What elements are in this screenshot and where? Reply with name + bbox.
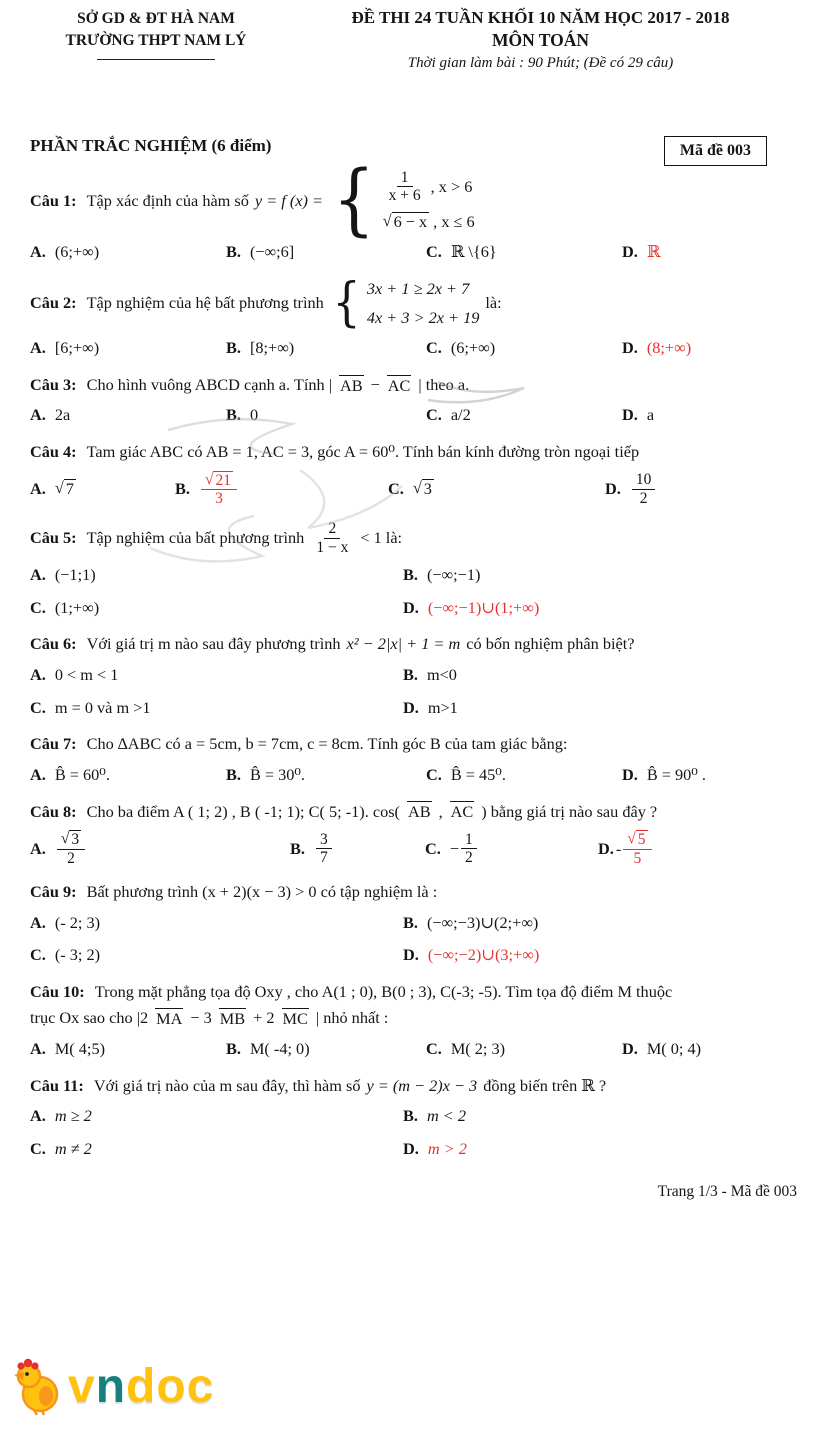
- option-d: [622, 336, 801, 360]
- option-value: m = 0 và m >1: [54, 697, 151, 717]
- fraction-numerator: 2: [324, 520, 340, 538]
- fraction-denominator: 2: [639, 489, 648, 507]
- option-letter: D.: [605, 479, 621, 499]
- option-letter: D.: [622, 338, 638, 358]
- option-value: a/2: [450, 405, 471, 425]
- option-b: [175, 471, 388, 508]
- sqrt: [205, 471, 233, 489]
- question-5-options: [30, 563, 801, 619]
- option-value: (−∞;−3)∪(2;+∞): [426, 912, 539, 932]
- option-a: [30, 403, 226, 427]
- vector-mb: MB: [219, 1009, 246, 1029]
- option-letter: B.: [403, 665, 418, 685]
- fraction-numerator: [623, 830, 651, 849]
- option-d: [622, 403, 801, 427]
- option-b: [226, 403, 426, 427]
- option-b: [403, 563, 801, 587]
- option-letter: B.: [226, 1039, 241, 1058]
- option-letter: C.: [426, 764, 442, 784]
- option-value: (- 3; 2): [54, 945, 101, 965]
- option-d: [403, 1137, 801, 1161]
- question-11: [30, 1074, 801, 1161]
- radical-sign: √: [412, 478, 422, 498]
- option-value: m ≥ 2: [54, 1106, 92, 1126]
- question-9-options: [30, 911, 801, 967]
- option-value: (−1;1): [54, 565, 96, 585]
- option-letter: C.: [30, 697, 46, 717]
- exam-title-block: [282, 8, 805, 72]
- option-c: [30, 696, 403, 720]
- fraction-denominator: 3: [215, 490, 223, 508]
- option-letter: A.: [30, 665, 46, 685]
- option-letter: A.: [30, 912, 46, 932]
- option-a: [30, 911, 403, 935]
- question-text-post: ) bằng giá trị nào sau đây ?: [481, 801, 658, 821]
- option-letter: B.: [403, 1106, 418, 1126]
- option-letter: A.: [30, 764, 46, 784]
- exam-duration: Thời gian làm bài : 90 Phút; (Đề có 29 câu): [407, 55, 674, 71]
- option-letter: D.: [403, 1138, 419, 1158]
- exam-header: [0, 0, 831, 72]
- sqrt: [627, 830, 647, 848]
- piecewise-cases: [329, 155, 475, 246]
- option-value-sqrt: [413, 479, 434, 498]
- option-d: [403, 943, 801, 967]
- question-label: Câu 9:: [30, 881, 77, 901]
- option-letter: C.: [426, 1039, 442, 1058]
- option-c: [426, 240, 622, 264]
- option-b: [290, 831, 425, 867]
- fraction-numerator: 3: [316, 831, 332, 849]
- option-value: ℝ \{6}: [450, 242, 497, 262]
- question-7-line: [30, 732, 801, 756]
- fraction-denominator: 2: [67, 849, 75, 867]
- option-value: (−∞;−1): [426, 565, 481, 585]
- question-label: Câu 3:: [30, 374, 77, 394]
- inline-fraction: [312, 520, 352, 556]
- option-letter: A.: [30, 1039, 46, 1058]
- school-name: TRƯỜNG THPT NAM LÝ: [65, 31, 247, 49]
- option-a: [30, 563, 403, 587]
- option-letter: D.: [598, 838, 614, 858]
- option-letter: D.: [622, 242, 638, 262]
- question-suffix: là:: [485, 293, 502, 313]
- option-c: [426, 1037, 622, 1061]
- option-letter: B.: [403, 912, 418, 932]
- option-letter: A.: [30, 338, 46, 358]
- question-text-post: có bốn nghiệm phân biệt?: [466, 634, 635, 654]
- option-a: [30, 240, 226, 264]
- radical-sign: √: [54, 478, 64, 498]
- sqrt: [383, 212, 430, 231]
- radicand: 3: [71, 831, 80, 849]
- option-b: [226, 240, 426, 264]
- logo-letter: c: [186, 1360, 215, 1413]
- radical-sign: √: [204, 470, 214, 488]
- question-text: Tập nghiệm của hệ bất phương trình: [86, 293, 324, 313]
- question-11-options: [30, 1104, 801, 1160]
- question-11-line: [30, 1074, 801, 1098]
- option-value: (- 2; 3): [54, 912, 101, 932]
- option-a: [30, 1037, 226, 1061]
- logo-letter: v: [68, 1360, 96, 1413]
- option-letter: C.: [426, 405, 442, 425]
- option-value-sqrt: [55, 479, 76, 498]
- exam-title: ĐỀ THI 24 TUẦN KHỐI 10 NĂM HỌC 2017 - 2018: [351, 8, 730, 27]
- logo-letter: o: [156, 1360, 187, 1413]
- option-value-marked: (−∞;−2)∪(3;+∞): [427, 945, 540, 965]
- vector-ab: AB: [339, 375, 363, 395]
- question-10: [30, 980, 801, 1061]
- radicand: 7: [65, 479, 74, 499]
- option-letter: B.: [290, 838, 305, 858]
- option-letter: A.: [30, 242, 46, 262]
- option-letter: A.: [30, 479, 46, 499]
- case-condition: , x > 6: [430, 177, 473, 197]
- option-value: B̂ = 45⁰.: [450, 764, 506, 784]
- question-label: Câu 6:: [30, 634, 77, 654]
- option-value: 0: [249, 405, 259, 425]
- question-text: Với giá trị m nào sau đây phương trình: [86, 634, 341, 654]
- option-value: (6;+∞): [450, 338, 496, 358]
- option-d: [622, 240, 801, 264]
- option-letter: A.: [30, 565, 46, 585]
- question-label: Câu 4:: [30, 442, 77, 462]
- option-a: [30, 336, 226, 360]
- question-label: Câu 10:: [30, 981, 85, 1001]
- option-value-marked: (8;+∞): [646, 338, 692, 358]
- fraction-numerator: 1: [397, 169, 413, 187]
- option-a: [30, 477, 175, 501]
- option-a: [30, 1104, 403, 1128]
- option-b: [403, 1104, 801, 1128]
- option-letter: B.: [226, 405, 241, 425]
- vector-ma: MA: [156, 1009, 183, 1029]
- radicand: 3: [423, 479, 432, 499]
- case-row-2: [383, 210, 475, 234]
- option-c: [426, 336, 622, 360]
- option-letter: B.: [226, 338, 241, 358]
- cases-column: [383, 169, 475, 233]
- function-lhs: y = f (x) =: [254, 191, 323, 211]
- fraction-numerator: 10: [632, 471, 656, 489]
- option-value: M( 4;5): [54, 1039, 106, 1058]
- minus-sign: −: [370, 374, 380, 394]
- question-text: Trong mặt phẳng tọa độ Oxy , cho A(1 ; 0), B(0 ; 3), C(-3; -5). Tìm tọa độ điểm M thuộc: [94, 981, 673, 1001]
- question-5: [30, 520, 801, 619]
- question-9: [30, 880, 801, 967]
- option-d: [403, 696, 801, 720]
- fraction-denominator: x + 6: [388, 187, 421, 205]
- question-7-options: [30, 763, 801, 787]
- vector-mc: MC: [282, 1009, 308, 1029]
- case-row-1: [383, 169, 475, 205]
- option-value: [8;+∞): [249, 338, 295, 358]
- question-1: [30, 155, 801, 264]
- question-2: [30, 272, 801, 360]
- question-6-line: [30, 632, 801, 656]
- option-value-marked: m > 2: [427, 1138, 467, 1158]
- option-letter: B.: [226, 764, 241, 784]
- option-b: [403, 911, 801, 935]
- questions: [0, 155, 831, 1161]
- question-text: Tập xác định của hàm số: [86, 191, 249, 211]
- option-c: [426, 763, 622, 787]
- question-2-line: [30, 272, 801, 333]
- question-6-options: [30, 663, 801, 719]
- radical-sign: √: [60, 830, 70, 848]
- vector-ac: AC: [450, 802, 474, 822]
- option-letter: C.: [30, 597, 46, 617]
- option-letter: A.: [30, 405, 46, 425]
- option-value: M( -4; 0): [249, 1039, 310, 1058]
- option-value: B̂ = 90⁰ .: [646, 764, 706, 784]
- option-letter: D.: [403, 945, 419, 965]
- option-b: [403, 663, 801, 687]
- option-value: (6;+∞): [54, 242, 100, 262]
- radical-sign: √: [627, 830, 636, 848]
- question-text: Với giá trị nào của m sau đây, thì hàm số: [93, 1075, 361, 1095]
- fraction-denominator: 7: [319, 849, 328, 867]
- radicand: 6 − x: [393, 211, 428, 231]
- logo-letter: d: [126, 1360, 157, 1413]
- option-letter: D.: [403, 597, 419, 617]
- option-b: [226, 1037, 426, 1061]
- question-label: Câu 1:: [30, 191, 77, 211]
- question-text: Tam giác ABC có AB = 1, AC = 3, góc A = 60⁰. Tính bán kính đường tròn ngoại tiếp: [86, 442, 640, 462]
- question-text: Tập nghiệm của bất phương trình: [86, 528, 305, 548]
- question-9-line: [30, 880, 801, 904]
- option-value: M( 0; 4): [646, 1039, 702, 1058]
- question-text: Bất phương trình (x + 2)(x − 3) > 0 có tập nghiệm là :: [86, 881, 438, 901]
- radical-sign: √: [382, 210, 392, 230]
- question-text: trục Ox sao cho |2: [30, 1008, 149, 1028]
- header-divider: [97, 59, 215, 60]
- option-value: M( 2; 3): [450, 1039, 506, 1058]
- option-value-fraction-marked: [201, 471, 237, 508]
- fraction-numerator: [57, 830, 85, 849]
- option-b: [226, 336, 426, 360]
- question-1-line: [30, 155, 801, 246]
- question-10-line2: [30, 1006, 801, 1030]
- page-footer: Trang 1/3 - Mã đề 003: [657, 1182, 797, 1200]
- fraction-numerator: 1: [461, 831, 477, 849]
- option-d: [598, 830, 801, 867]
- school-block: [30, 8, 282, 72]
- question-6: [30, 632, 801, 719]
- option-value: B̂ = 30⁰.: [249, 764, 305, 784]
- option-value-fraction: [57, 830, 85, 867]
- option-c: [388, 477, 605, 501]
- option-value: B̂ = 60⁰.: [54, 764, 110, 784]
- question-10-line1: [30, 980, 801, 1004]
- option-value: m<0: [426, 665, 457, 685]
- radicand: 21: [215, 471, 231, 489]
- option-letter: D.: [622, 764, 638, 784]
- option-value-fraction: [632, 471, 656, 507]
- option-letter: B.: [403, 565, 418, 585]
- option-value-marked: ℝ: [646, 242, 661, 262]
- question-label: Câu 8:: [30, 801, 77, 821]
- question-text: Cho ∆ABC có a = 5cm, b = 7cm, c = 8cm. Tính góc B của tam giác bằng:: [86, 734, 568, 754]
- question-1-options: [30, 240, 801, 264]
- option-c: [30, 596, 403, 620]
- option-c: [30, 1137, 403, 1161]
- question-text-post: | theo a.: [418, 374, 470, 394]
- option-letter: D.: [622, 1039, 638, 1058]
- exam-subject: MÔN TOÁN: [491, 30, 590, 50]
- option-a: [30, 763, 226, 787]
- question-8: [30, 800, 801, 867]
- option-d: [403, 596, 801, 620]
- option-value: m>1: [427, 697, 458, 717]
- cases-brace: {: [332, 155, 375, 246]
- operator: + 2: [253, 1008, 275, 1028]
- option-value: 0 < m < 1: [54, 665, 119, 685]
- option-value-fraction: [461, 831, 477, 867]
- option-value-marked: (−∞;−1)∪(1;+∞): [427, 597, 540, 617]
- question-text-post: đồng biến trên ℝ ?: [483, 1075, 607, 1095]
- question-label: Câu 11:: [30, 1075, 84, 1095]
- option-c: [425, 831, 598, 867]
- option-letter: C.: [30, 1138, 46, 1158]
- case-condition: , x ≤ 6: [433, 211, 475, 231]
- vndoc-wordmark: [68, 1360, 215, 1413]
- option-letter: A.: [30, 838, 46, 858]
- option-b: [226, 763, 426, 787]
- exam-code: Mã đề 003: [679, 142, 751, 159]
- option-letter: C.: [426, 242, 442, 262]
- logo-letter: n: [95, 1360, 127, 1413]
- department-name: SỞ GD & ĐT HÀ NAM: [77, 10, 235, 27]
- equation: x² − 2|x| + 1 = m: [346, 634, 461, 654]
- exam-code-box: [664, 136, 767, 166]
- option-c: [426, 403, 622, 427]
- option-d: [622, 1037, 801, 1061]
- question-10-options: [30, 1037, 801, 1061]
- system-cases: [330, 272, 480, 333]
- question-text: Cho hình vuông ABCD cạnh a. Tính |: [86, 374, 332, 394]
- minus-sign: −: [449, 838, 460, 858]
- question-7: [30, 732, 801, 786]
- question-suffix: < 1 là:: [360, 528, 403, 548]
- option-a: [30, 663, 403, 687]
- operator: − 3: [190, 1008, 212, 1028]
- option-letter: C.: [426, 338, 442, 358]
- question-label: Câu 2:: [30, 293, 77, 313]
- option-value: a: [646, 405, 655, 425]
- option-letter: B.: [175, 479, 190, 499]
- option-value: m ≠ 2: [54, 1138, 92, 1158]
- question-4-options: [30, 471, 801, 508]
- option-value: (1;+∞): [54, 597, 100, 617]
- vndoc-logo: [8, 1358, 214, 1416]
- option-d: [605, 471, 801, 507]
- option-letter: A.: [30, 1106, 46, 1126]
- option-letter: D.: [403, 697, 419, 717]
- vector-ab: AB: [407, 802, 431, 822]
- question-3-line: [30, 373, 801, 397]
- fraction-numerator: [201, 471, 237, 490]
- separator: ,: [438, 801, 443, 821]
- option-c: [30, 943, 403, 967]
- chicken-mascot-icon: [8, 1358, 66, 1416]
- option-value: m < 2: [426, 1106, 466, 1126]
- fraction-denominator: 2: [465, 849, 473, 867]
- fraction: [385, 169, 425, 205]
- option-value: (−∞;6]: [249, 242, 295, 262]
- cases-brace: {: [332, 272, 361, 333]
- sqrt: [61, 830, 81, 848]
- option-letter: C.: [388, 479, 404, 499]
- option-value-fraction: [316, 831, 332, 867]
- vector-ac: AC: [387, 375, 411, 395]
- cases-column: [367, 277, 480, 329]
- question-5-line: [30, 520, 801, 556]
- question-label: Câu 5:: [30, 528, 77, 548]
- fraction-denominator: 1 − x: [316, 538, 349, 556]
- radicand: 5: [637, 831, 646, 849]
- question-4: [30, 440, 801, 507]
- inequality-2: 4x + 3 > 2x + 19: [366, 307, 480, 327]
- question-2-options: [30, 336, 801, 360]
- option-d: [622, 763, 801, 787]
- fraction-denominator: 5: [633, 849, 642, 867]
- inequality-1: 3x + 1 ≥ 2x + 7: [366, 278, 470, 298]
- question-text: Cho ba điểm A ( 1; 2) , B ( -1; 1); C( 5; -1). cos(: [86, 801, 400, 821]
- equation: y = (m − 2)x − 3: [366, 1075, 478, 1095]
- option-letter: D.: [622, 405, 638, 425]
- question-label: Câu 7:: [30, 734, 77, 754]
- question-4-line: [30, 440, 801, 464]
- option-value: [6;+∞): [54, 338, 100, 358]
- question-8-line: [30, 800, 801, 824]
- option-letter: C.: [425, 838, 441, 858]
- question-3-options: [30, 403, 801, 427]
- question-3: [30, 373, 801, 427]
- option-a: [30, 830, 290, 867]
- question-text-post: | nhỏ nhất :: [315, 1008, 389, 1028]
- option-letter: B.: [226, 242, 241, 262]
- option-value-fraction-marked: [623, 830, 651, 867]
- question-8-options: [30, 830, 801, 867]
- option-value: 2a: [54, 405, 71, 425]
- minus-sign: -: [615, 838, 622, 858]
- section-title: PHẦN TRẮC NGHIỆM (6 điểm): [30, 136, 272, 155]
- option-letter: C.: [30, 945, 46, 965]
